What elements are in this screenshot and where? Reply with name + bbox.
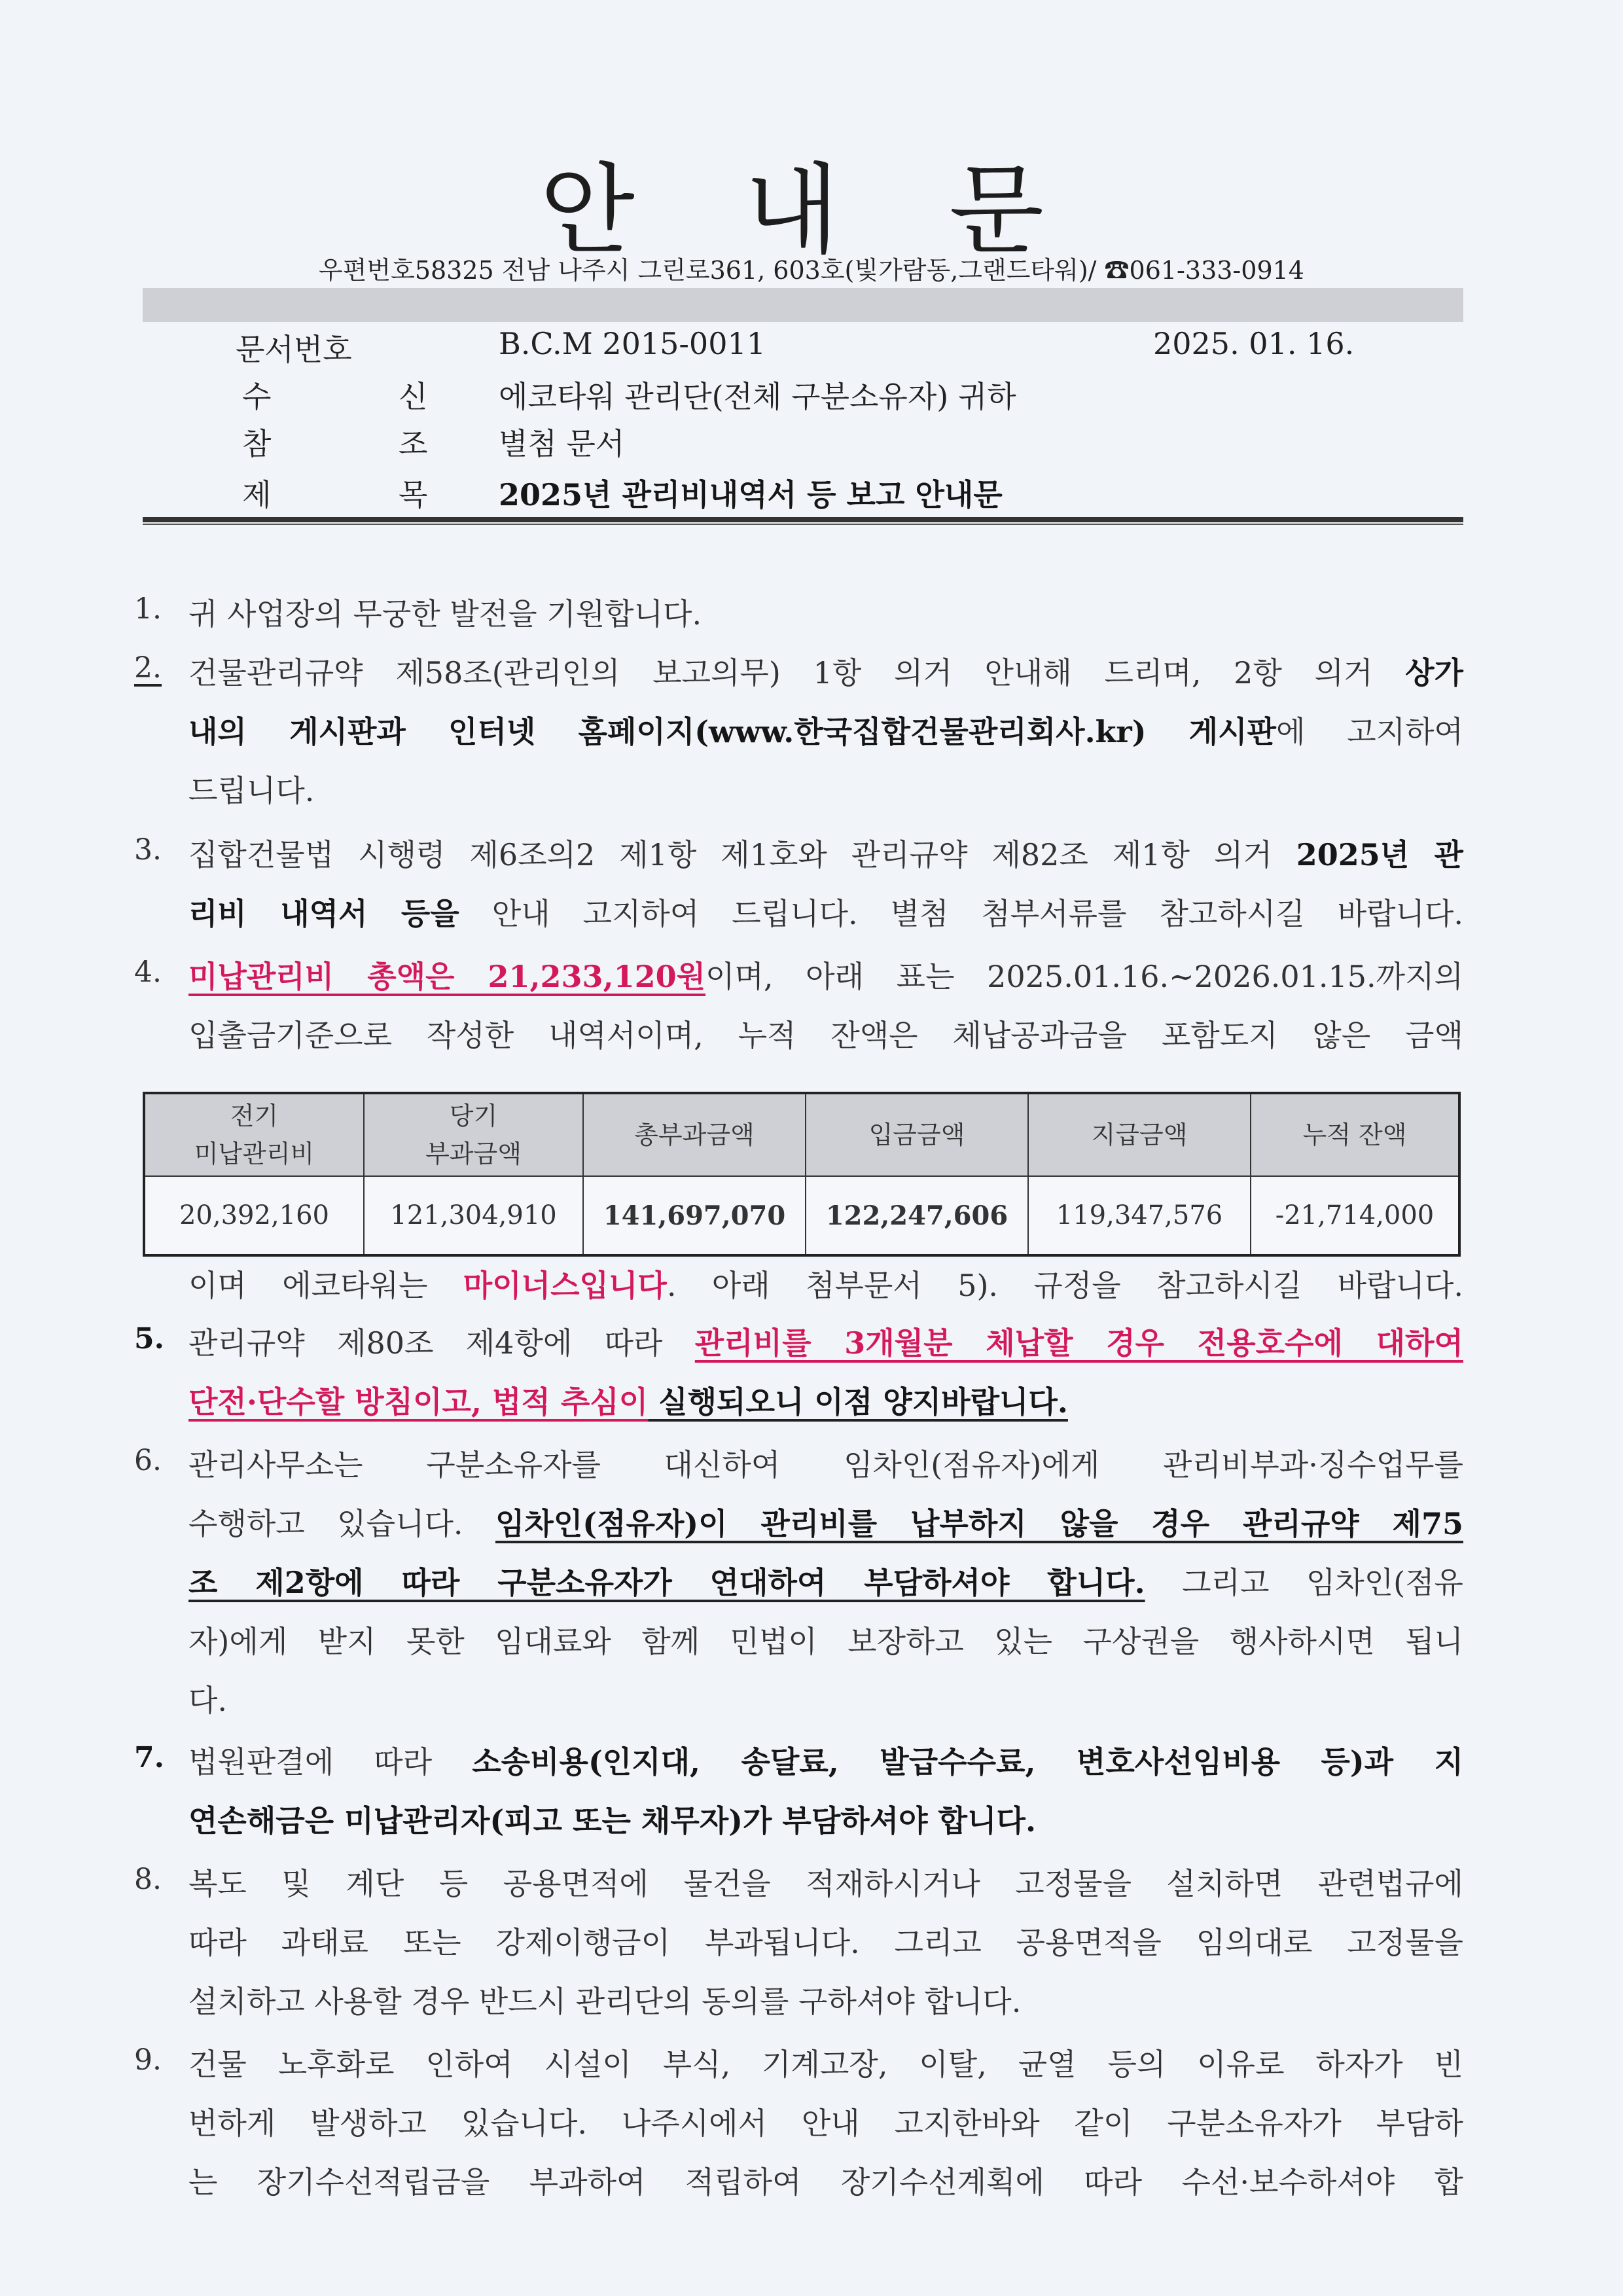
table-cell: 122,247,606 [806, 1176, 1028, 1255]
table-row [144, 1176, 1459, 1255]
table-cell: 20,392,160 [144, 1176, 364, 1255]
table-header-cell: 총부과금액 [583, 1093, 806, 1176]
item-4-line-3 [188, 1262, 1463, 1305]
unpaid-total: 미납관리비 총액은 21,233,120원 [188, 959, 706, 994]
text-span: 그리고 임차인(점유 [1145, 1565, 1463, 1600]
text-span: 내의 게시판과 인터넷 홈페이지(www.한국집합건물관리회사.kr) 게시판 [188, 714, 1276, 749]
table-header-cell [364, 1093, 583, 1176]
item-number: 1. [134, 592, 162, 626]
text-span: 리비 내역서 등을 [188, 896, 459, 931]
item-7-line-2: 연손해금은 미납관리자(피고 또는 채무자)가 부담하셔야 합니다. [188, 1803, 1036, 1839]
item-3-line-2 [188, 890, 1463, 933]
table-cell: 121,304,910 [364, 1176, 583, 1255]
text-span: 2025년 관 [1296, 837, 1463, 872]
item-number: 3. [134, 833, 162, 867]
sender-address: 우편번호58325 전남 나주시 그린로361, 603호(빛가람동,그랜드타워)/ ☎061-333-0914 [319, 256, 1304, 285]
header-rule [143, 517, 1463, 522]
item-8-line-1: 복도 및 계단 등 공용면적에 물건을 적재하시거나 고정물을 설치하면 관련법규에 [188, 1866, 1463, 1901]
reference-label: 참 조 [242, 426, 487, 461]
doc-no-label: 문서번호 [236, 332, 352, 367]
recipient: 에코타워 관리단(전체 구분소유자) 귀하 [499, 379, 1016, 414]
header-text: 당기 부과금액 [425, 1102, 522, 1168]
table-header-cell: 누적 잔액 [1251, 1093, 1459, 1176]
cutoff-policy: 단전·단수할 방침이고, 법적 추심이 [188, 1384, 649, 1420]
item-number: 5. [134, 1322, 164, 1355]
text-span: 실행되오니 이점 양지바랍니다. [648, 1384, 1068, 1420]
text-span: 관리규약 제80조 제4항에 따라 [188, 1325, 695, 1361]
item-4-line-1 [188, 953, 1463, 996]
table-header-row [144, 1093, 1459, 1176]
item-2-line-1 [188, 649, 1463, 692]
text-span: 조 제2항에 따라 구분소유자가 연대하여 부담하셔야 합니다. [188, 1565, 1145, 1600]
item-number: 2. [134, 651, 162, 685]
header-text: 전기 미납관리비 [194, 1102, 315, 1168]
item-number: 6. [134, 1444, 162, 1477]
item-6-line-5: 다. [188, 1683, 228, 1718]
text-span: 상가 [1405, 655, 1463, 691]
text-span: 이며, 아래 표는 2025.01.16.~2026.01.15.까지의 [705, 959, 1463, 994]
item-9-line-2: 번하게 발생하고 있습니다. 나주시에서 안내 고지한바와 같이 구분소유자가 부담하 [188, 2106, 1463, 2141]
subject: 2025년 관리비내역서 등 보고 안내문 [499, 477, 1003, 512]
header-band [143, 288, 1463, 322]
table-header-cell [144, 1093, 364, 1176]
item-7-line-1 [188, 1738, 1463, 1782]
item-8-line-3: 설치하고 사용할 경우 반드시 관리단의 동의를 구하셔야 합니다. [188, 1984, 1022, 2019]
item-1-text: 귀 사업장의 무궁한 발전을 기원합니다. [188, 596, 702, 632]
text-span: 에 고지하여 [1276, 714, 1463, 749]
doc-date: 2025. 01. 16. [1153, 326, 1355, 361]
item-9-line-3: 는 장기수선적립금을 부과하여 적립하여 장기수선계획에 따라 수선·보수하셔야 합 [188, 2164, 1463, 2200]
item-6-line-1: 관리사무소는 구분소유자를 대신하여 임차인(점유자)에게 관리비부과·징수업무를 [188, 1447, 1463, 1482]
text-span: 집합건물법 시행령 제6조의2 제1항 제1호와 관리규약 제82조 제1항 의거 [188, 837, 1296, 872]
document-title: 안 내 문 [539, 154, 1084, 268]
item-2-line-2 [188, 708, 1463, 751]
item-8-line-2: 따라 과태료 또는 강제이행금이 부과됩니다. 그리고 공용면적을 임의대로 고정물을 [188, 1925, 1463, 1960]
item-4-line-2: 입출금기준으로 작성한 내역서이며, 누적 잔액은 체납공과금을 포함도지 않은 금액 [188, 1018, 1463, 1053]
item-number: 9. [134, 2043, 162, 2077]
doc-no: B.C.M 2015-0011 [499, 326, 766, 361]
header-rule-thin [143, 524, 1463, 525]
table-cell: 141,697,070 [583, 1176, 806, 1255]
text-span: . 아래 첨부문서 5). 규정을 참고하시길 바랍니다. [666, 1268, 1463, 1303]
item-6-line-3 [188, 1559, 1463, 1602]
text-span: 법원판결에 따라 [188, 1744, 473, 1780]
table-cell: 119,347,576 [1028, 1176, 1251, 1255]
minus-note: 마이너스입니다 [463, 1268, 667, 1303]
table-header-cell: 입금금액 [806, 1093, 1028, 1176]
arrears-policy: 관리비를 3개월분 체납할 경우 전용호수에 대하여 [694, 1325, 1463, 1361]
text-span: 안내 고지하여 드립니다. 별첨 첨부서류를 참고하시길 바랍니다. [459, 896, 1463, 931]
item-number: 7. [134, 1741, 164, 1774]
subject-label: 제 목 [242, 477, 487, 512]
item-number: 8. [134, 1863, 162, 1896]
item-6-line-2 [188, 1500, 1463, 1543]
text-span: 소송비용(인지대, 송달료, 발급수수료, 변호사선임비용 등)과 지 [472, 1744, 1464, 1780]
item-9-line-1: 건물 노후화로 인하여 시설이 부식, 기계고장, 이탈, 균열 등의 이유로 하자가 빈 [188, 2047, 1463, 2082]
text-span: 수행하고 있습니다. [188, 1506, 495, 1541]
table-cell: -21,714,000 [1251, 1176, 1459, 1255]
text-span: 이며 에코타워는 [188, 1268, 463, 1303]
item-number: 4. [134, 956, 162, 989]
statement-table [143, 1092, 1461, 1257]
text-span: 임차인(점유자)이 관리비를 납부하지 않을 경우 관리규약 제75 [495, 1506, 1463, 1541]
text-span: 건물관리규약 제58조(관리인의 보고의무) 1항 의거 안내해 드리며, 2항 의거 [188, 655, 1406, 691]
item-3-line-1 [188, 831, 1463, 874]
item-2-line-3: 드립니다. [188, 773, 315, 808]
item-5-line-2 [188, 1378, 1068, 1422]
item-6-line-4: 자)에게 받지 못한 임대료와 함께 민법이 보장하고 있는 구상권을 행사하시면 됩니 [188, 1624, 1463, 1659]
reference: 별첨 문서 [499, 426, 625, 461]
recipient-label: 수 신 [242, 379, 487, 414]
table-header-cell: 지급금액 [1028, 1093, 1251, 1176]
item-5-line-1 [188, 1319, 1463, 1363]
